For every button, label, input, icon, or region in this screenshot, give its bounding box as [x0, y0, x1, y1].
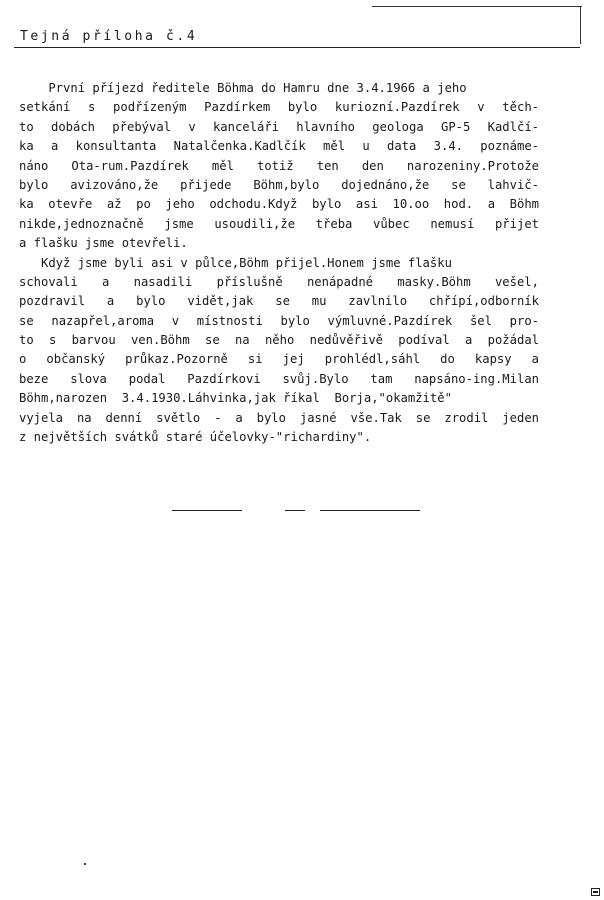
text-line: pozdravil a bylo vidět,jak se mu zavlnilo chřípí,odborník [19, 294, 539, 309]
scan-speck [84, 863, 86, 865]
end-separator-rule [285, 510, 305, 511]
text-line: Když jsme byli asi v půlce,Böhm přijel.Honem jsme flašku [19, 255, 452, 270]
paragraph-2 [19, 254, 539, 448]
text-line: se nazapřel,aroma v místnosti bylo výmluvné.Pazdírek šel pro- [19, 313, 539, 328]
page-title: Tejná příloha č.4 [20, 29, 198, 44]
text-line: to s barvou ven.Böhm se na něho nedůvěřivě podíval a požádal [19, 333, 539, 348]
page-marker-icon [591, 888, 600, 896]
text-line: bylo avizováno,že přijede Böhm,bylo dojednáno,že se lahvič- [19, 177, 539, 192]
text-line: setkání s podřízeným Pazdírkem bylo kuriozní.Pazdírek v těch- [19, 100, 539, 115]
text-line: schovali a nasadili příslušně nenápadné masky.Böhm vešel, [19, 274, 539, 289]
text-line: to dobách přebýval v kanceláři hlavního geologa GP-5 Kadlčí- [19, 119, 539, 134]
text-line: nikde,jednoznačně jsme usoudili,že třeba vůbec nemusí přijet [19, 216, 539, 231]
text-line: ka otevře až po jeho odchodu.Když bylo asi 10.oo hod. a Böhm [19, 197, 539, 212]
text-line: ka a konsultanta Natalčenka.Kadlčík měl u data 3.4. poznáme- [19, 139, 539, 154]
text-line: a flašku jsme otevřeli. [19, 236, 188, 251]
document-body [19, 79, 539, 447]
corner-frame-side-line [580, 6, 581, 44]
text-line: o občanský průkaz.Pozorně si jej prohlédl,sáhl do kapsy a [19, 352, 539, 367]
text-line: vyjela na denní světlo - a bylo jasné vše.Tak se zrodil jeden [19, 410, 539, 425]
text-line: beze slova podal Pazdírkovi svůj.Bylo tam napsáno-ing.Milan [19, 371, 539, 386]
heading-underline [14, 47, 580, 48]
text-line: Böhm,narozen 3.4.1930.Láhvinka,jak říkal Borja,"okamžitě" [19, 391, 452, 406]
end-separator-rule [320, 510, 420, 511]
text-line: z největších svátků staré účelovky-"richardiny". [19, 430, 372, 445]
text-line: První příjezd ředitele Böhma do Hamru dne 3.4.1966 a jeho [19, 81, 467, 95]
corner-frame-top-line [372, 6, 582, 7]
end-separator-rule [172, 510, 242, 511]
text-line: náno Ota-rum.Pazdírek měl totiž ten den narozeniny.Protože [19, 158, 539, 173]
paragraph-1 [19, 79, 539, 254]
